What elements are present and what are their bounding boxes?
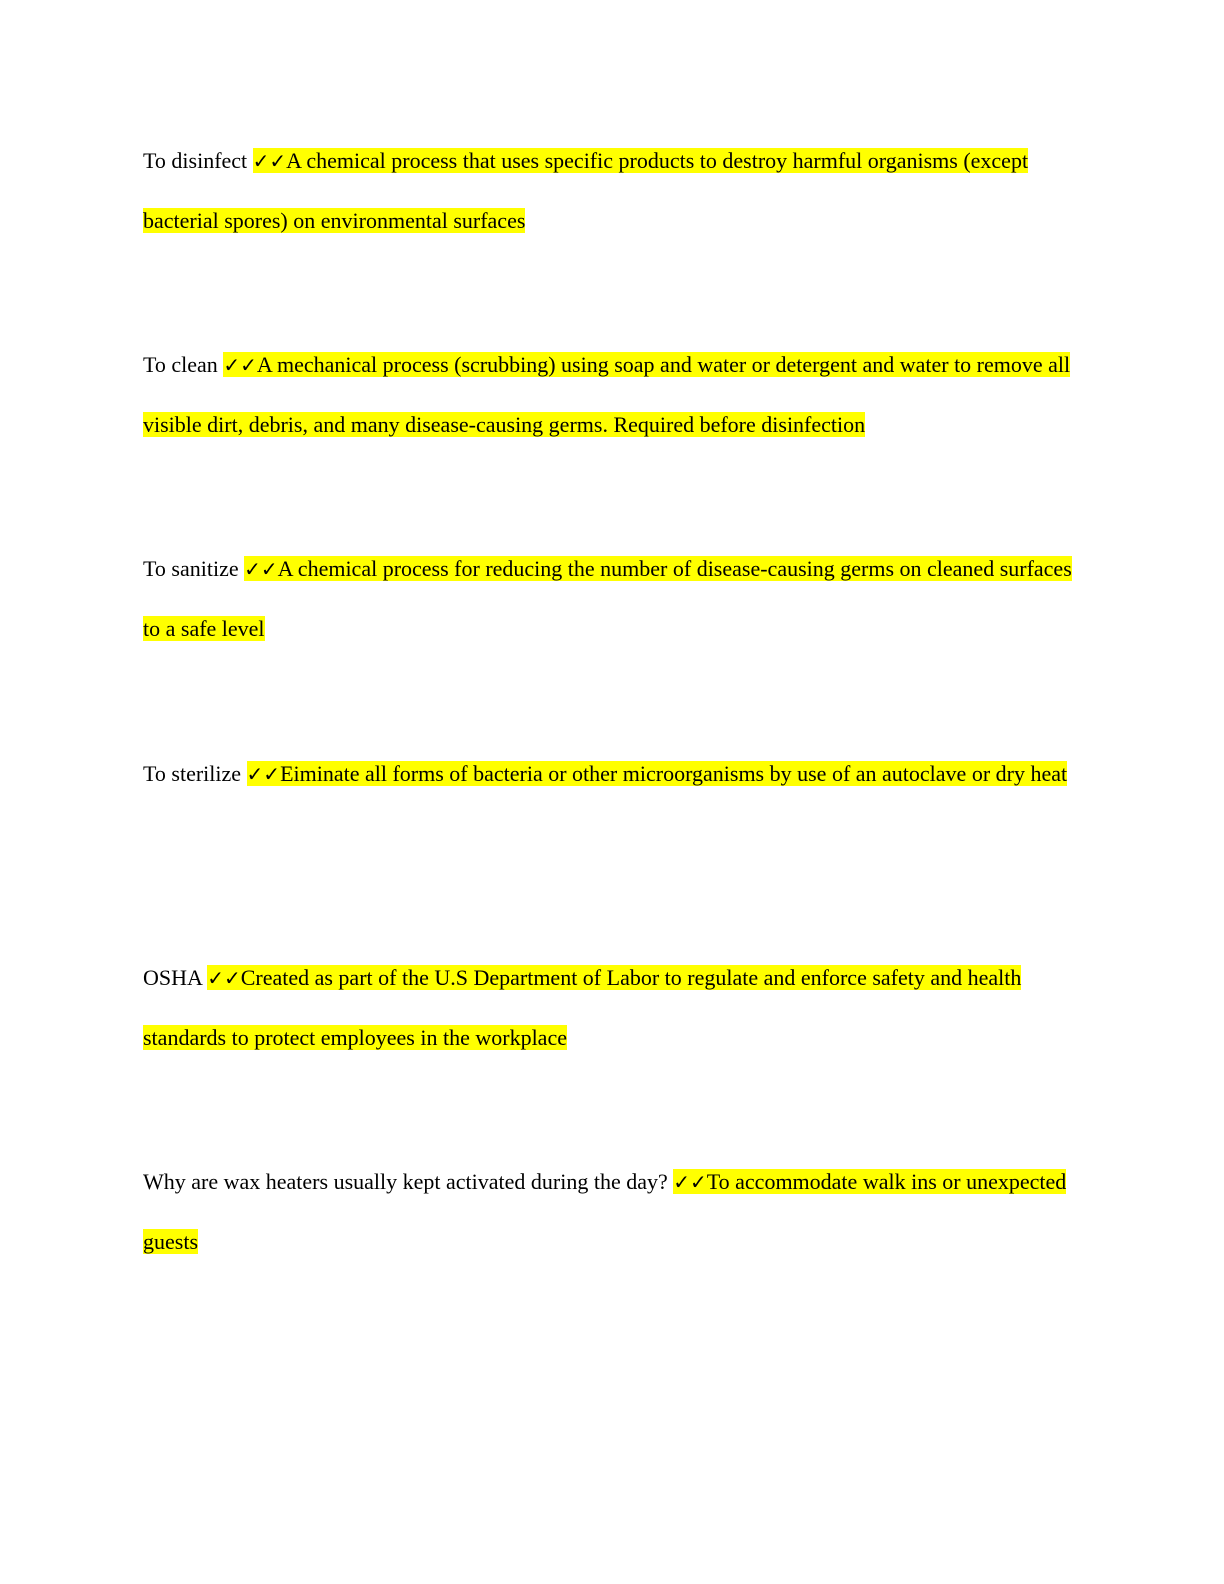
qa-item-wax-heaters [143,1152,1083,1271]
qa-item-sanitize [143,539,1083,658]
definition: A chemical process that uses specific products to destroy harmful organisms (except bacterial spores) on environmental surfaces [143,148,1029,233]
term: To disinfect [143,148,248,173]
term: To sterilize [143,761,242,786]
answer [247,761,1068,786]
double-check-icon: ✓✓ [673,1170,707,1194]
qa-item-osha [143,948,1083,1067]
double-check-icon: ✓✓ [223,353,257,377]
term: OSHA [143,965,202,990]
term: Why are wax heaters usually kept activated during the day? [143,1169,668,1194]
qa-item-clean [143,335,1083,454]
definition: A chemical process for reducing the number of disease-causing germs on cleaned surfaces to a safe level [143,556,1072,641]
qa-item-disinfect [143,131,1083,250]
term: To sanitize [143,556,239,581]
qa-item-sterilize [143,744,1083,804]
definition: Created as part of the U.S Department of Labor to regulate and enforce safety and health standards to protect employees in the workplace [143,965,1022,1050]
definition: A mechanical process (scrubbing) using soap and water or detergent and water to remove all visible dirt, debris, and many disease-causing germs. Required before disinfection [143,352,1071,437]
answer [143,148,1028,233]
definition: Eiminate all forms of bacteria or other microorganisms by use of an autoclave or dry heat [280,761,1068,786]
answer [143,556,1072,641]
definition: To accommodate walk ins or unexpected guests [143,1169,1067,1254]
answer [143,965,1021,1050]
double-check-icon: ✓✓ [207,966,241,990]
double-check-icon: ✓✓ [244,557,278,581]
term: To clean [143,352,218,377]
double-check-icon: ✓✓ [246,762,281,786]
double-check-icon: ✓✓ [252,149,287,173]
answer [143,352,1070,437]
